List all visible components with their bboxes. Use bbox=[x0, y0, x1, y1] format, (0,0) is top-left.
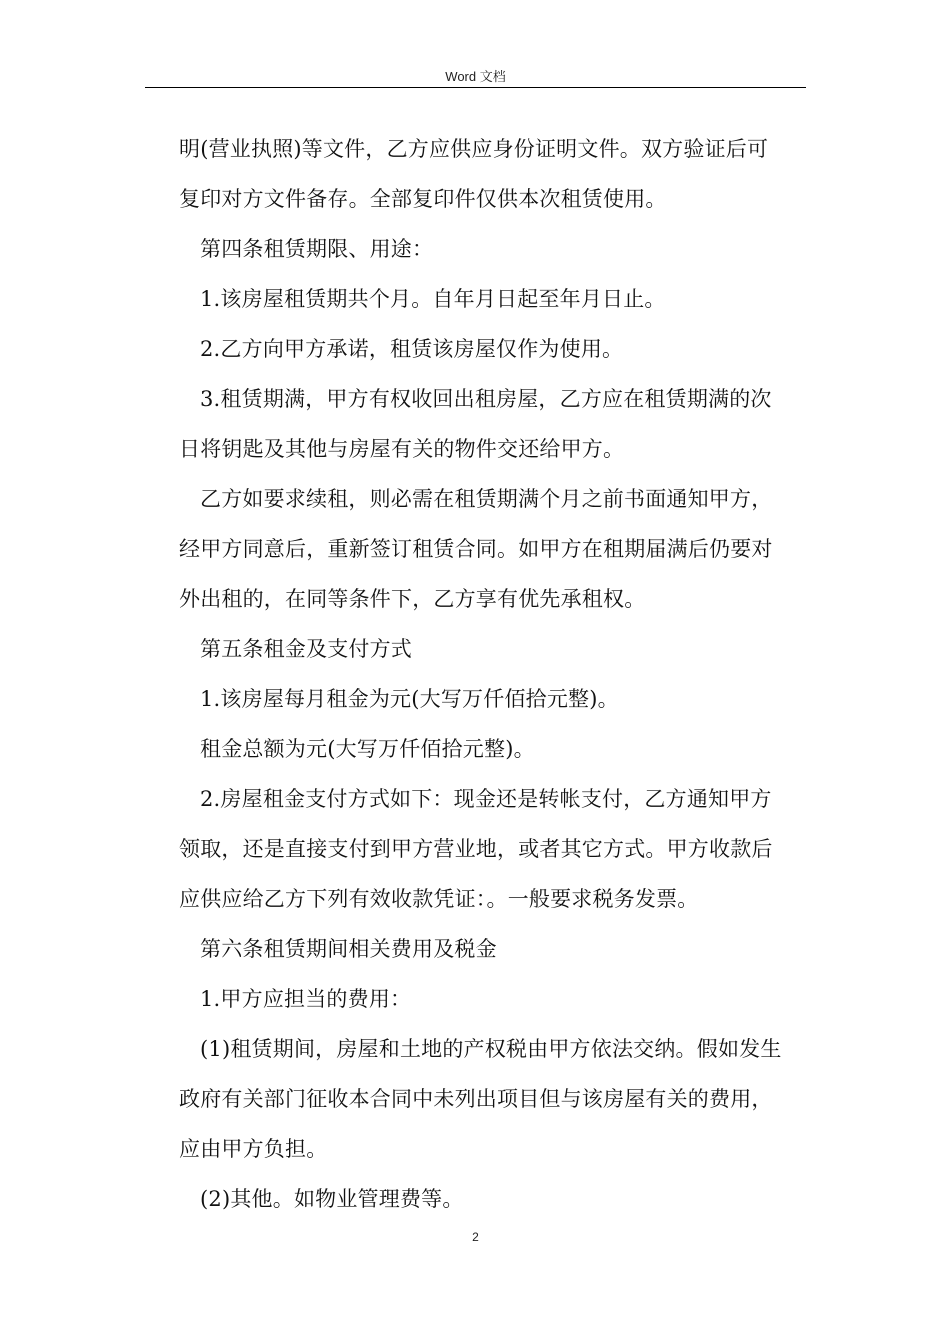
document-body bbox=[179, 129, 809, 1229]
paragraph-line: 3.租赁期满，甲方有权收回出租房屋，乙方应在租赁期满的次 bbox=[200, 387, 772, 411]
paragraph-line: 应供应给乙方下列有效收款凭证：。一般要求税务发票。 bbox=[179, 887, 699, 911]
section-heading: 第四条租赁期限、用途： bbox=[200, 237, 434, 261]
paragraph-line: 复印对方文件备存。全部复印件仅供本次租赁使用。 bbox=[179, 187, 667, 211]
header-divider bbox=[145, 87, 806, 88]
paragraph-line: (1)租赁期间，房屋和土地的产权税由甲方依法交纳。假如发生 bbox=[200, 1037, 782, 1061]
page-header: Word 文档 bbox=[445, 69, 506, 84]
section-heading: 第五条租金及支付方式 bbox=[200, 637, 412, 661]
paragraph-line: 政府有关部门征收本合同中未列出项目但与该房屋有关的费用， bbox=[179, 1087, 773, 1111]
paragraph-line: 日将钥匙及其他与房屋有关的物件交还给甲方。 bbox=[179, 437, 625, 461]
paragraph-line: 领取，还是直接支付到甲方营业地，或者其它方式。甲方收款后 bbox=[179, 837, 773, 861]
paragraph-line: 2.房屋租金支付方式如下：现金还是转帐支付，乙方通知甲方 bbox=[200, 787, 772, 811]
paragraph-line: 外出租的，在同等条件下，乙方享有优先承租权。 bbox=[179, 587, 646, 611]
paragraph-line: 1.甲方应担当的费用： bbox=[200, 987, 412, 1011]
paragraph-line: 经甲方同意后，重新签订租赁合同。如甲方在租期届满后仍要对 bbox=[179, 537, 773, 561]
paragraph-line: 2.乙方向甲方承诺，租赁该房屋仅作为使用。 bbox=[200, 337, 624, 361]
paragraph-line: 1.该房屋每月租金为元(大写万仟佰拾元整)。 bbox=[200, 687, 619, 711]
paragraph-line: 租金总额为元(大写万仟佰拾元整)。 bbox=[200, 737, 535, 761]
paragraph-line: 1.该房屋租赁期共个月。自年月日起至年月日止。 bbox=[200, 287, 666, 311]
paragraph-line: 应由甲方负担。 bbox=[179, 1137, 328, 1161]
paragraph-line: 明(营业执照)等文件，乙方应供应身份证明文件。双方验证后可 bbox=[179, 137, 769, 161]
paragraph-line: 乙方如要求续租，则必需在租赁期满个月之前书面通知甲方， bbox=[200, 487, 773, 511]
paragraph-line: (2)其他。如物业管理费等。 bbox=[200, 1187, 464, 1211]
page-number: 2 bbox=[472, 1230, 479, 1244]
section-heading: 第六条租赁期间相关费用及税金 bbox=[200, 937, 497, 961]
